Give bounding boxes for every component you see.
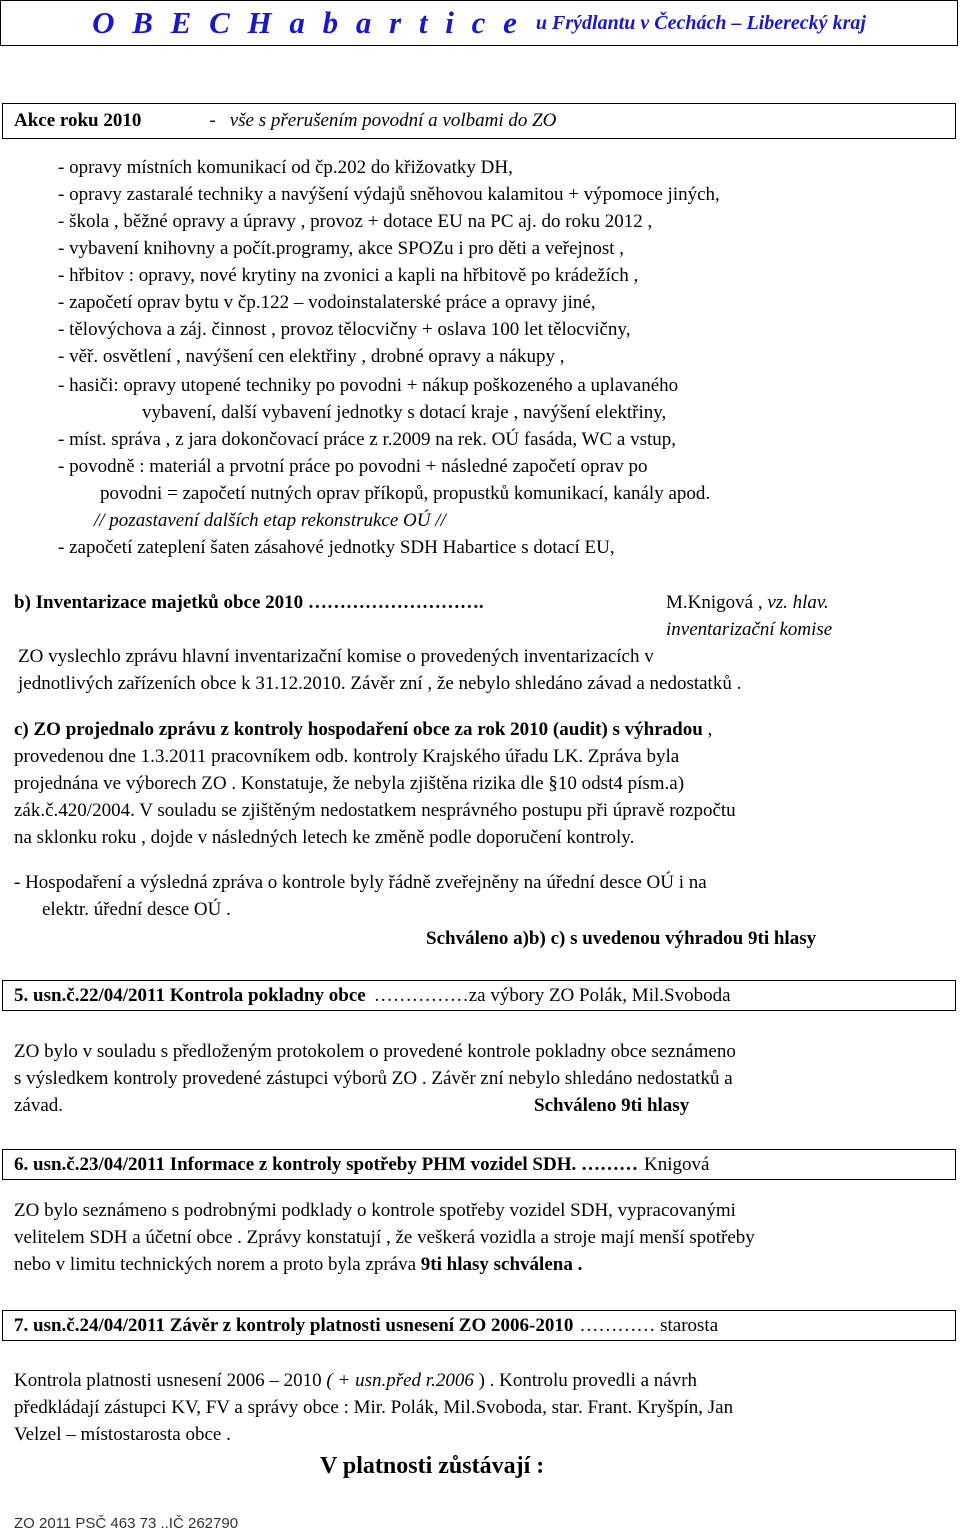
inventory-text: ZO vyslechlo zprávu hlavní inventarizační komise o provedených inventarizacích v (18, 646, 654, 667)
audit-publish: elektr. úřední desce OÚ . (42, 899, 231, 920)
usn22-text: s výsledkem kontroly provedené zástupci výborů ZO . Závěr zní nebylo shledáno nedostatků a (14, 1068, 733, 1089)
usn23-text: velitelem SDH a účetní obce . Zprávy konstatují , že veškerá vozidla a stroje mají menší spotřeby (14, 1227, 755, 1248)
akce-item: - opravy místních komunikací od čp.202 do křižovatky DH, (58, 157, 513, 178)
akce-item: - věř. osvětlení , navýšení cen elektřiny , drobné opravy a nákupy , (58, 346, 565, 367)
audit-approved: Schváleno a)b) c) s uvedenou výhradou 9ti hlasy (426, 928, 817, 949)
usn24-text: Kontrolu provedli a návrh (499, 1370, 698, 1391)
usn23-approved: 9ti hlasy schválena . (420, 1254, 583, 1275)
akce-item: povodni = započetí nutných oprav příkopů, propustků komunikací, kanály apod. (100, 483, 711, 504)
inventory-title: b) Inventarizace majetků obce 2010 ………………………. (14, 592, 484, 613)
page-footer: ZO 2011 PSČ 463 73 ..IČ 262790 (14, 1515, 239, 1532)
usn24-tail: ………… starosta (579, 1314, 719, 1336)
akce-item: - opravy zastaralé techniky a navýšení výdajů sněhovou kalamitou + výpomoce jiných, (58, 184, 720, 205)
usn24-result: V platnosti zůstávají : (320, 1453, 545, 1479)
usn24-text-line1 (14, 1370, 697, 1392)
akce-item: - povodně : materiál a prvotní práce po povodni + následné započetí oprav po (58, 456, 648, 477)
audit-title-line (14, 719, 712, 741)
header-title: O B E C H a b a r t i c e (92, 5, 522, 40)
akce-item: - míst. správa , z jara dokončovací práce z r.2009 na rek. OÚ fasáda, WC a vstup, (58, 429, 676, 450)
inventory-role-short: vz. hlav. (767, 592, 829, 613)
inventory-responsible-name: M.Knigová , (666, 592, 768, 613)
usn24-text: ) . (478, 1370, 500, 1391)
akce-item: vybavení, další vybavení jednotky s dotací kraje , navýšení elektřiny, (142, 402, 667, 423)
akce-item: - tělovýchova a záj. činnost , provoz tělocvičny + oslava 100 let tělocvičny, (58, 319, 631, 340)
header-subtitle: u Frýdlantu v Čechách – Liberecký kraj (535, 11, 866, 34)
audit-text: na sklonku roku , dojde v následných letech ke změně podle doporučení kontroly. (14, 827, 635, 848)
usn23-tail: Knigová (644, 1153, 710, 1175)
usn22-approved: Schváleno 9ti hlasy (534, 1095, 690, 1116)
usn24-text: předkládají zástupci KV, FV a správy obce : Mir. Polák, Mil.Svoboda, star. Frant. Kryšpín, Jan (14, 1397, 734, 1418)
audit-text: provedenou dne 1.3.2011 pracovníkem odb. kontroly Krajského úřadu LK. Zpráva byla (14, 746, 680, 767)
usn24-section-header (2, 1310, 956, 1341)
usn24-text: Kontrola platnosti usnesení 2006 – 2010 (14, 1370, 327, 1391)
usn22-section-header (2, 980, 956, 1011)
usn22-title: 5. usn.č.22/04/2011 Kontrola pokladny obce (14, 984, 366, 1006)
usn24-title: 7. usn.č.24/04/2011 Závěr z kontroly platnosti usnesení ZO 2006-2010 (14, 1314, 574, 1336)
inventory-role: inventarizační komise (666, 619, 833, 640)
akce-item-note: // pozastavení dalších etap rekonstrukce OÚ // (94, 510, 446, 531)
audit-title: c) ZO projednalo zprávu z kontroly hospodaření obce za rok 2010 (audit) s výhradou (14, 719, 703, 740)
audit-text: projednána ve výborech ZO . Konstatuje, že nebyla zjištěna rizika dle §10 odst4 písm.a) (14, 773, 685, 794)
usn23-text-line3 (14, 1254, 582, 1276)
usn23-text: ZO bylo seznámeno s podrobnými podklady o kontrole spotřeby vozidel SDH, vypracovanými (14, 1200, 736, 1221)
usn22-text: závad. (14, 1095, 64, 1116)
municipality-header (0, 0, 958, 46)
akce-item: - započetí zateplení šaten zásahové jednotky SDH Habartice s dotací EU, (58, 537, 615, 558)
akce-item: - škola , běžné opravy a úpravy , provoz + dotace EU na PC aj. do roku 2012 , (58, 211, 653, 232)
akce-item: - započetí oprav bytu v čp.122 – vodoinstalaterské práce a opravy jiné, (58, 292, 596, 313)
usn23-section-header (2, 1149, 956, 1180)
audit-publish: - Hospodaření a výsledná zpráva o kontrole byly řádně zveřejněny na úřední desce OÚ i na (14, 872, 707, 893)
inventory-text: jednotlivých zařízeních obce k 31.12.2010. Závěr zní , že nebylo shledáno závad a nedostatků . (18, 673, 742, 694)
akce-item: - hřbitov : opravy, nové krytiny na zvonici a kapli na hřbitově po krádežích , (58, 265, 639, 286)
inventory-responsible (666, 592, 829, 614)
akce-item: - hasiči: opravy utopené techniky po povodni + nákup poškozeného a uplavaného (58, 375, 679, 396)
audit-title-tail: , (702, 719, 713, 740)
audit-text: zák.č.420/2004. V souladu se zjištěným nedostatkem nesprávného postupu při úpravě rozpočtu (14, 800, 736, 821)
akce-item: - vybavení knihovny a počít.programy, akce SPOZu i pro děti a veřejnost , (58, 238, 624, 259)
usn24-text-italic: ( + usn.před r.2006 (326, 1370, 479, 1391)
usn22-text: ZO bylo v souladu s předloženým protokolem o provedené kontrole pokladny obce seznámeno (14, 1041, 736, 1062)
usn23-text: nebo v limitu technických norem a proto byla zpráva (14, 1254, 421, 1275)
usn22-tail: ……………za výbory ZO Polák, Mil.Svoboda (373, 984, 731, 1006)
usn24-text: Velzel – místostarosta obce . (14, 1424, 231, 1445)
akce-section-header (2, 103, 956, 139)
akce-subtitle: vše s přerušením povodní a volbami do ZO (229, 110, 557, 131)
akce-dash: - (209, 110, 216, 131)
akce-title: Akce roku 2010 (14, 110, 142, 131)
usn23-title: 6. usn.č.23/04/2011 Informace z kontroly spotřeby PHM vozidel SDH. ……… (14, 1153, 638, 1175)
